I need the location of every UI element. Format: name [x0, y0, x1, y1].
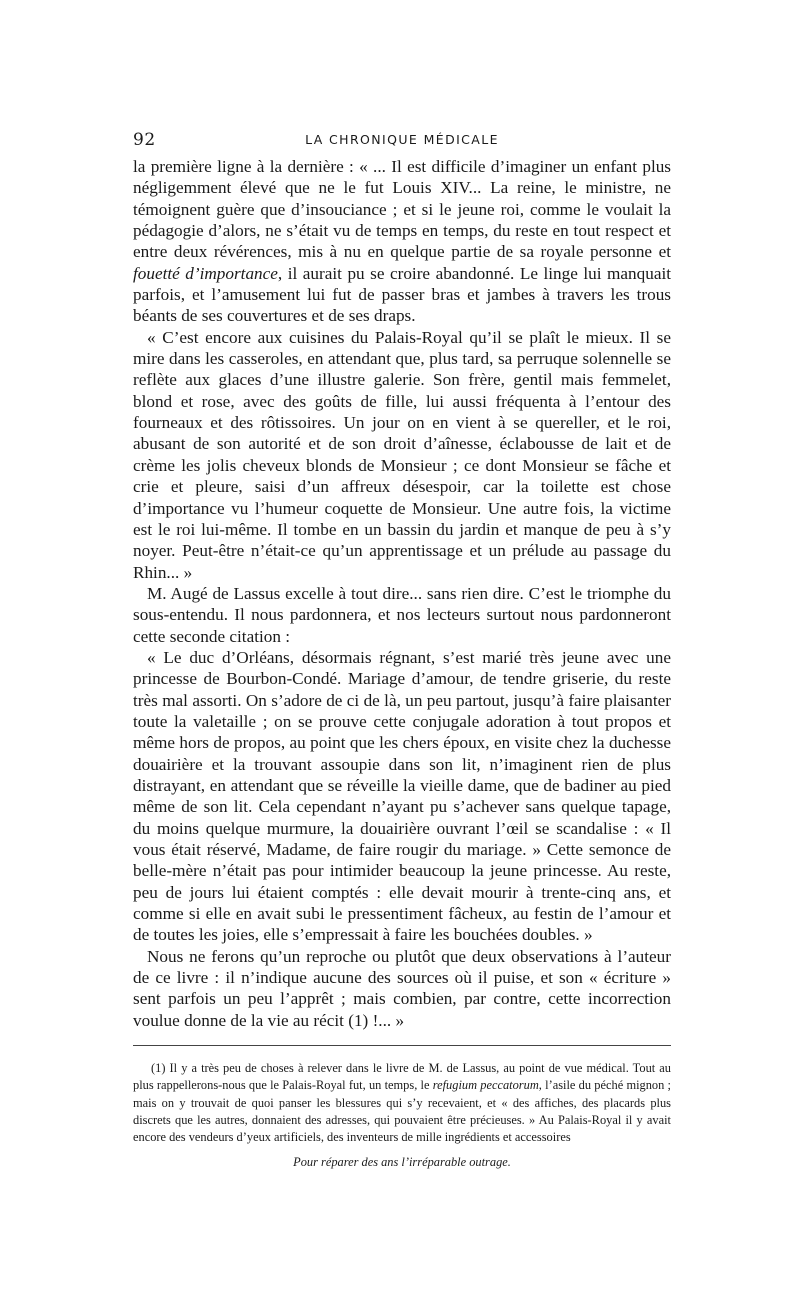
footnote-text-b: , l’asile du péché mignon ; mais on y trouvait de quoi panser les blessures qui s’y recevaient, et « des affiches, des placards plus discrets que les autres, donnaient des adresses, qui pouvaient être précieuses. » Au Palais-Royal il y avait encore des vendeurs d’yeux artificiels, des inventeurs de mille ingrédients et accessoires	[133, 1078, 671, 1144]
footnote	[133, 1060, 671, 1171]
paragraph-1	[133, 156, 671, 327]
footnote-verse: Pour réparer des ans l’irréparable outrage.	[293, 1155, 511, 1170]
paragraph-2: « C’est encore aux cuisines du Palais-Royal qu’il se plaît le mieux. Il se mire dans les casseroles, en attendant que, plus tard, sa perruque solennelle se reflète aux glaces d’une illustre galerie. Son frère, gentil mais femmelet, blond et rose, avec des goûts de fille, lui aussi fréquenta à l’entour des fourneaux et des rôtissoires. Un jour on en vient à se quereller, et le roi, abusant de son autorité et de son droit d’aînesse, éclabousse de lait et de crème les jolis cheveux blonds de Monsieur ; ce dont Monsieur se fâche et crie et pleure, saisi d’un affreux désespoir, car la toilette est chose d’importance vu l’humeur coquette de Monsieur. Une autre fois, la victime est le roi lui-même. Il tombe en un bassin du jardin et manque de peu à s’y noyer. Peut-être n’était-ce qu’un apprentissage et un prélude au passage du Rhin... »	[133, 327, 671, 582]
body-text	[133, 156, 671, 1031]
paragraph-3: M. Augé de Lassus excelle à tout dire... sans rien dire. C’est le triomphe du sous-entendu. Il nous pardonnera, et nos lecteurs surtout nous pardonneront cette seconde citation :	[133, 583, 671, 646]
paragraph-4: « Le duc d’Orléans, désormais régnant, s’est marié très jeune avec une princesse de Bourbon-Condé. Mariage d’amour, de tendre griserie, du reste très mal assorti. On s’adore de ci de là, un peu partout, jusqu’à faire plaisanter toute la valetaille ; on se prouve cette conjugale adoration à tout propos et même hors de propos, au point que les chers époux, en visite chez la duchesse douairière et la trouvant assoupie dans son lit, n’imaginent rien de plus distrayant, en attendant que se réveille la vieille dame, que de badiner au pied même de son lit. Cela cependant n’ayant pu s’achever sans quelque tapage, du moins quelque murmure, la douairière ouvrant l’œil se scandalise : « Il vous était réservé, Madame, de faire rougir du mariage. » Cette semonce de belle-mère n’était pas pour intimider beaucoup la jeune princesse. Au reste, peu de jours lui étaient comptés : elle devait mourir à trente-cinq ans, et comme si elle en avait subi le pressentiment fâcheux, au festin de l’amour et de toutes les joies, elle s’empressait à faire les bouchées doubles. »	[133, 647, 671, 945]
footnote-text-a: (1) Il y a très peu de choses à relever dans le livre de M. de Lassus, au point de vue médical. Tout au plus rappellerons-nous que le Palais-Royal fut, un temps, le	[133, 1061, 671, 1093]
footnote-text	[133, 1060, 671, 1146]
paragraph-1-italic: fouetté d’importance	[133, 263, 278, 283]
footnote-divider	[133, 1045, 671, 1046]
page-number: 92	[133, 130, 156, 150]
paragraph-5: Nous ne ferons qu’un reproche ou plutôt que deux observations à l’auteur de ce livre : il n’indique aucune des sources où il puise, et son « écriture » sent parfois un peu l’apprêt ; mais combien, par contre, cette incorrection voulue donne de la vie au récit (1) !... »	[133, 946, 671, 1030]
footnote-italic: refugium peccatorum	[432, 1078, 539, 1093]
paragraph-1-text-b: , il aurait pu se croire abandonné. Le linge lui manquait parfois, et l’amusement lui fut de passer bras et jambes à travers les trous béants de ses couvertures et de ses draps.	[133, 263, 671, 326]
document-page	[133, 130, 671, 1171]
journal-title: LA CHRONIQUE MÉDICALE	[305, 132, 499, 147]
paragraph-1-text-a: la première ligne à la dernière : « ... Il est difficile d’imaginer un enfant plus négligemment élevé que ne le fut Louis XIV... La reine, le ministre, ne témoignent guère que d’insouciance ; et si le jeune roi, comme le voulait la pédagogie d’alors, ne s’était vu de temps en temps, du reste en tout respect et entre deux révérences, mis à nu en quelque partie de sa royale personne et	[133, 157, 671, 262]
running-head	[133, 130, 671, 156]
